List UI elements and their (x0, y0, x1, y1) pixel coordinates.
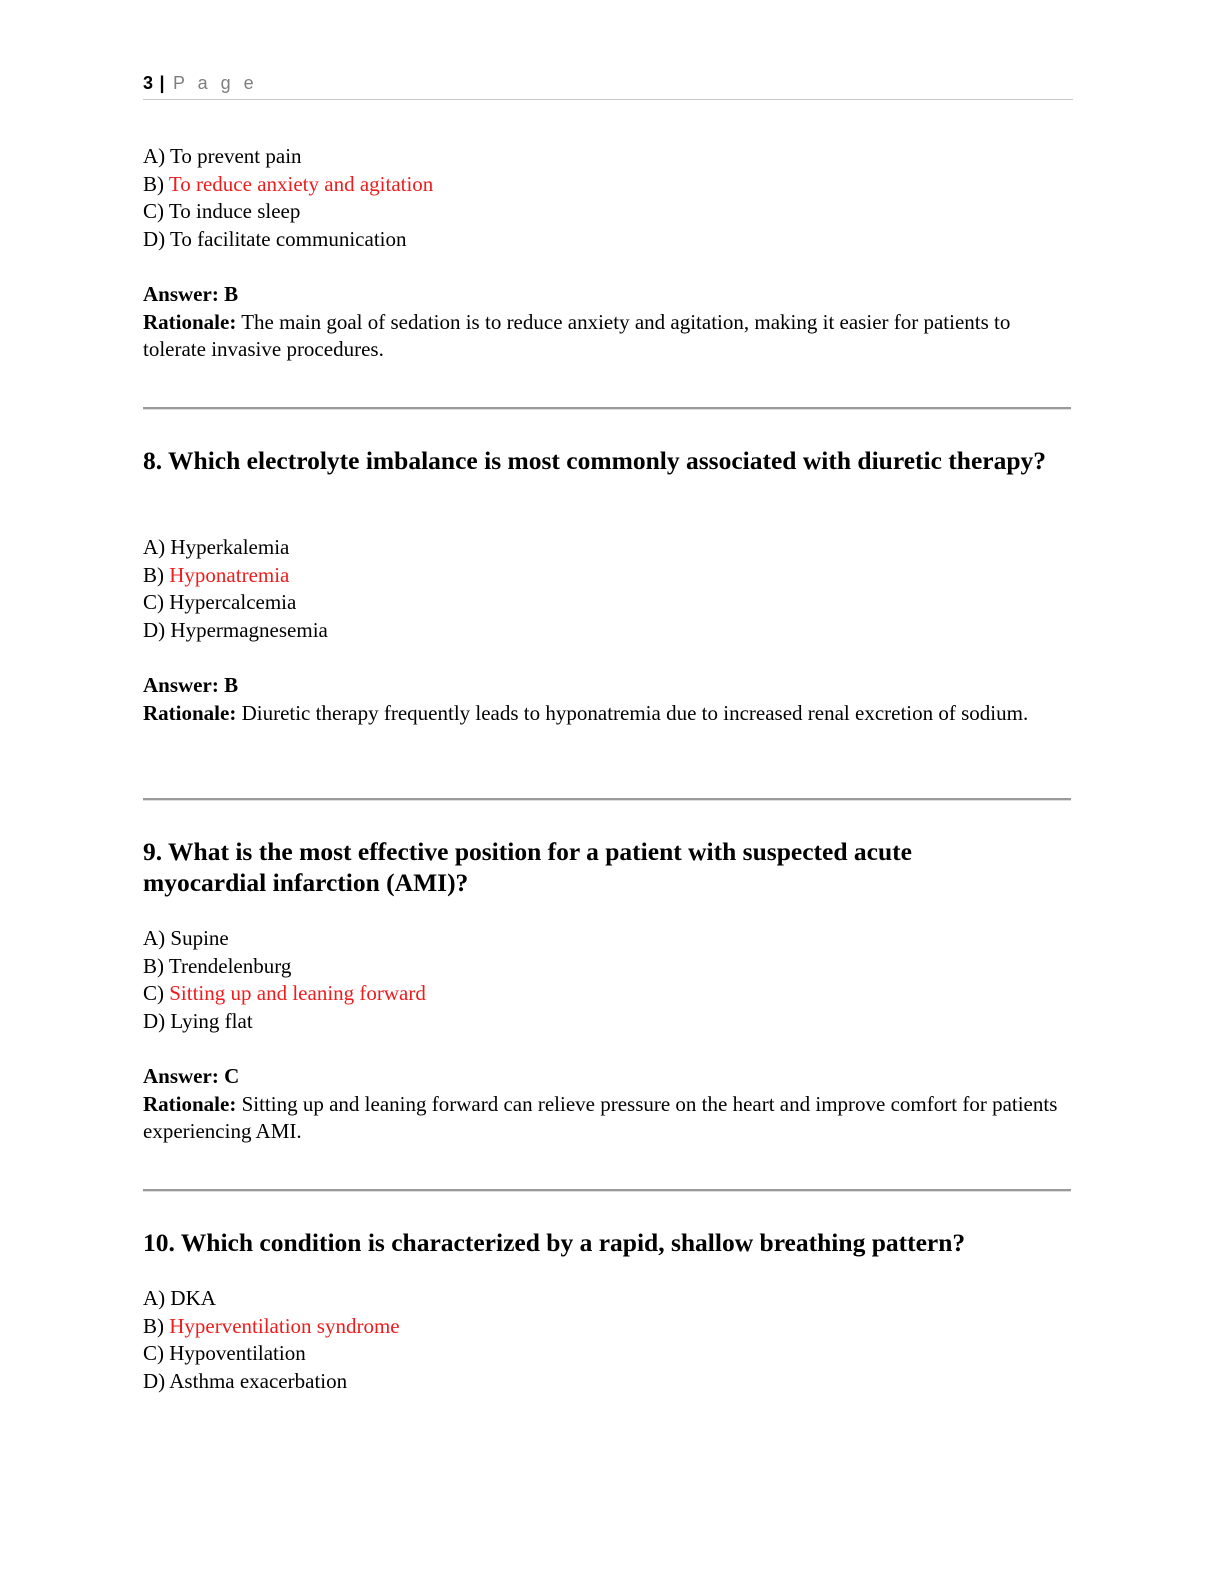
option-c: C) Hypoventilation (143, 1341, 306, 1365)
option-b: B) To reduce anxiety and agitation (143, 171, 434, 196)
answer-line: Answer: C (143, 1064, 240, 1088)
question-text: 10. Which condition is characterized by a rapid, shallow breathing pattern? (143, 1228, 966, 1257)
q10-section (143, 1227, 1073, 1258)
correct-option-text: Hyponatremia (169, 562, 290, 587)
option-b: B) Hyponatremia (143, 562, 290, 587)
option-d: D) Lying flat (143, 1008, 253, 1033)
option-c: C) Hypercalcemia (143, 590, 297, 614)
page-header (143, 73, 1073, 100)
q8-options (143, 534, 1073, 644)
option-c: C) Sitting up and leaning forward (143, 981, 426, 1005)
q9-section (143, 836, 1073, 898)
rationale: Rationale: The main goal of sedation is to reduce anxiety and agitation, making it easier for patients to tolerate invasive procedures. (143, 309, 1011, 361)
page-word: P a g e (172, 73, 258, 93)
q8-section (143, 445, 1073, 476)
option-d: D) Hypermagnesemia (143, 617, 328, 642)
option-b: B) Trendelenburg (143, 953, 292, 978)
q9-answer-section (143, 1063, 1073, 1146)
option-a: A) To prevent pain (143, 144, 302, 168)
rationale: Rationale: Diuretic therapy frequently leads to hyponatremia due to increased renal excretion of sodium. (143, 700, 1029, 725)
q10-options (143, 1285, 1073, 1395)
answer-line: Answer: B (143, 282, 239, 306)
option-a: A) Hyperkalemia (143, 535, 290, 559)
option-d: D) Asthma exacerbation (143, 1368, 348, 1393)
answer-line: Answer: B (143, 673, 239, 697)
option-c: C) To induce sleep (143, 199, 301, 223)
correct-option-text: Hyperventilation syndrome (169, 1313, 400, 1338)
q8-answer-section (143, 672, 1073, 727)
option-b: B) Hyperventilation syndrome (143, 1313, 400, 1338)
option-a: A) DKA (143, 1286, 216, 1310)
option-d: D) To facilitate communication (143, 226, 407, 251)
correct-option-text: Sitting up and leaning forward (169, 981, 426, 1005)
section-divider (143, 798, 1071, 801)
section-divider (143, 407, 1071, 410)
q7-options (143, 143, 1073, 253)
question-text: 8. Which electrolyte imbalance is most commonly associated with diuretic therapy? (143, 446, 1047, 475)
correct-option-text: To reduce anxiety and agitation (168, 171, 434, 196)
header-separator: | (159, 73, 165, 93)
rationale: Rationale: Sitting up and leaning forward can relieve pressure on the heart and improve comfort for patients experiencing AMI. (143, 1091, 1058, 1143)
q9-options (143, 925, 1073, 1035)
question-text: 9. What is the most effective position for a patient with suspected acute myocardial infarction (AMI)? (143, 837, 912, 897)
q7-answer-section (143, 281, 1073, 364)
section-divider (143, 1189, 1071, 1192)
page-number: 3 (143, 73, 154, 93)
option-a: A) Supine (143, 926, 229, 950)
